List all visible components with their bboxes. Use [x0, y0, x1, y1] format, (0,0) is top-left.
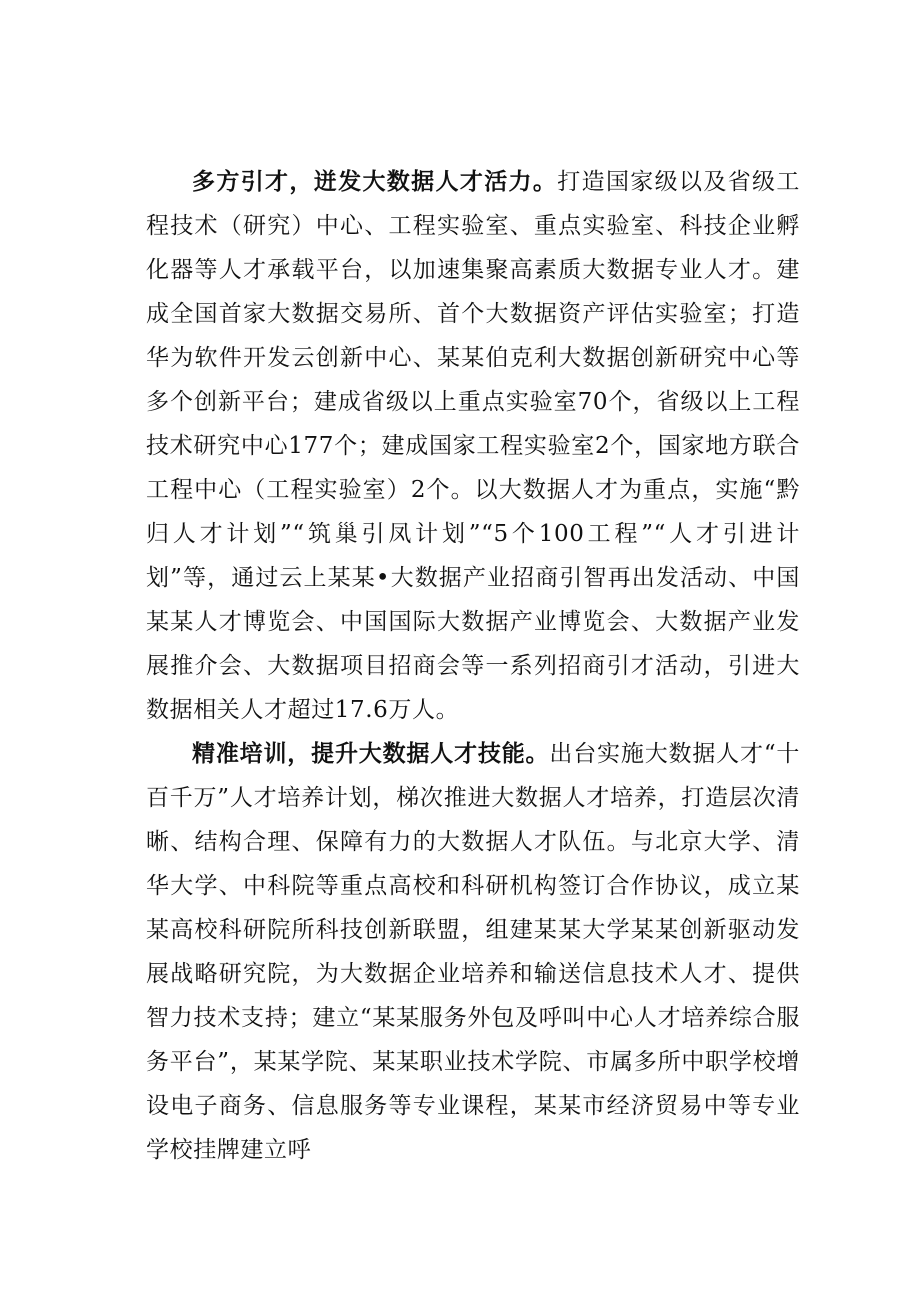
- paragraph-heading: 多方引才，迸发大数据人才活力。: [192, 168, 558, 195]
- paragraph-text: 打造国家级以及省级工程技术（研究）中心、工程实验室、重点实验室、科技企业孵化器等人才承载平台，以加速集聚高素质大数据专业人才。建成全国首家大数据交易所、首个大数据资产评估实验室；打造华为软件开发云创新中心、某某伯克利大数据创新研究中心等多个创新平台；建成省级以上重点实验室70个，省级以上工程技术研究中心177个；建成国家工程实验室2个，国家地方联合工程中心（工程实验室）2个。以大数据人才为重点，实施“黔归人才计划”“筑巢引凤计划”“5个100工程”“人才引进计划”等，通过云上某某•大数据产业招商引智再出发活动、中国某某人才博览会、中国国际大数据产业博览会、大数据产业发展推介会、大数据项目招商会等一系列招商引才活动，引进大数据相关人才超过17.6万人。: [146, 169, 800, 723]
- paragraph-talent-training: [146, 732, 800, 1172]
- paragraph-talent-attraction: [146, 160, 800, 732]
- paragraph-text: 出台实施大数据人才“十百千万”人才培养计划，梯次推进大数据人才培养，打造层次清晰、结构合理、保障有力的大数据人才队伍。与北京大学、清华大学、中科院等重点高校和科研机构签订合作协议，成立某某高校科研院所科技创新联盟，组建某某大学某某创新驱动发展战略研究院，为大数据企业培养和输送信息技术人才、提供智力技术支持；建立“某某服务外包及呼叫中心人才培养综合服务平台”，某某学院、某某职业技术学院、市属多所中职学校增设电子商务、信息服务等专业课程，某某市经济贸易中等专业学校挂牌建立呼: [146, 741, 801, 1163]
- document-body: [146, 160, 800, 1172]
- paragraph-heading: 精准培训，提升大数据人才技能。: [192, 740, 550, 767]
